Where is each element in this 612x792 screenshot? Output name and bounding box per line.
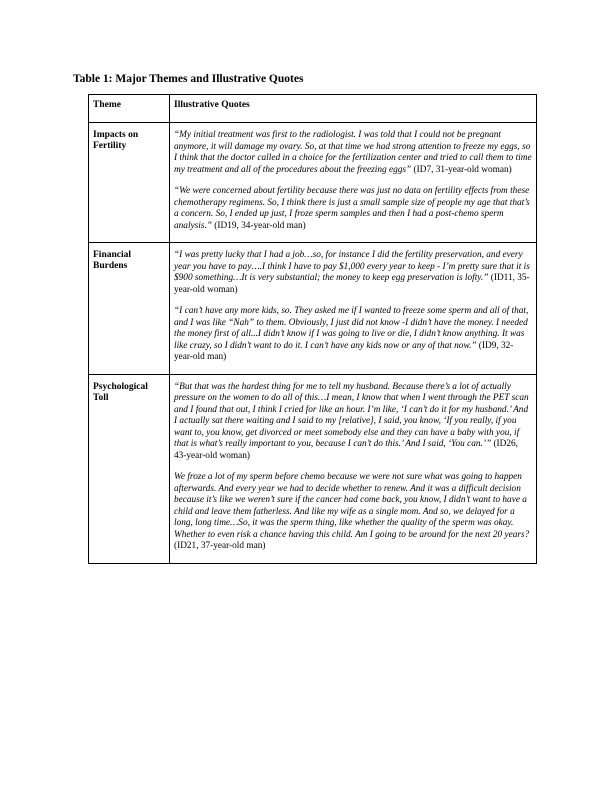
quote-attribution: (ID26, 43-year-old woman)	[174, 439, 518, 461]
quote	[174, 306, 532, 364]
table-title: Table 1: Major Themes and Illustrative Quotes	[73, 73, 304, 85]
quote-attribution: (ID19, 34-year-old man)	[211, 220, 306, 231]
quotes-cell	[170, 123, 537, 243]
quote	[174, 186, 532, 232]
table-row	[89, 123, 537, 243]
quote-text: We froze a lot of my sperm before chemo because we were not sure what was going to happen afterwards. And every year we had to decide whether to renew. And it was a difficult decision because it’s like we weren’t sure if the cancer had come back, you know, I didn’t want to have a child and leave them fatherless. And like my wife as a single mom. And so, we delayed for a long, long time…So, it was the sperm thing, like whether the quality of the sperm was okay. Whether to even risk a chance having this child. Am I going to be around for the next 20 years?	[174, 472, 530, 540]
themes-table	[88, 94, 537, 564]
column-header-theme: Theme	[89, 95, 170, 123]
quotes-cell	[170, 243, 537, 375]
quote	[174, 250, 532, 296]
quote-text: “I was pretty lucky that I had a job…so, for instance I did the fertility preservation, and every year you have to pay….I think I have to pay $1,000 every year to keep - I’m pretty sure that it is $900 something…It is very substantial; the money to keep egg preservation is lofty.”	[174, 250, 530, 283]
quote	[174, 130, 532, 176]
quote-attribution: (ID7, 31-year-old woman)	[411, 164, 512, 175]
theme-cell: Financial Burdens	[89, 243, 170, 375]
quote-text: “We were concerned about fertility because there was just no data on fertility effects from these chemotherapy regimens. So, I think there is just a small sample size of people my age that that’s a concern. So, I ended up just, I froze sperm samples and then I had a post-chemo sperm analysis.”	[174, 186, 530, 231]
theme-cell: Impacts on Fertility	[89, 123, 170, 243]
table-row	[89, 243, 537, 375]
quote	[174, 382, 532, 463]
quote-attribution: (ID11, 35-year-old woman)	[174, 273, 530, 295]
quote-attribution: (ID21, 37-year-old man)	[174, 541, 266, 551]
table-row	[89, 374, 537, 563]
quote	[174, 472, 532, 553]
quotes-cell	[170, 374, 537, 563]
theme-cell: Psychological Toll	[89, 374, 170, 563]
quote-attribution: (ID9, 32-year-old man)	[174, 340, 514, 362]
quote-text: “I can’t have any more kids, so. They asked me if I wanted to freeze some sperm and all of that, and I was like “Nah” to them. Obviously, I just did not know -I didn’t have the money. I needed the money first of all...I didn’t know if I was going to live or die, I didn’t know anything. It was like crazy, so I didn’t want to do it. I can’t have any kids now or any of that now.”	[174, 306, 529, 351]
table-header-row	[89, 95, 537, 123]
quote-text: “But that was the hardest thing for me to tell my husband. Because there’s a lot of actually pressure on the women to do all of this…I mean, I know that when I went through the PET scan and I found that out, I think I cried for like an hour. I’m like, ‘I can’t do it for my husband.’ And I actually sat there waiting and I said to my [relative], I said, you know, ‘If you really, if you want to, you know, get divorced or meet somebody else and they can have a baby with you, if that is what’s really important to you, because I can’t do this.’ And I said, ‘You can.’”	[174, 381, 529, 449]
column-header-quotes: Illustrative Quotes	[170, 95, 537, 123]
quote-text: “My initial treatment was first to the radiologist. I was told that I could not be pregnant anymore, it will damage my ovary. So, at that time we had strong attention to freeze my eggs, so I think that the doctor called in a choice for the fertilization center and tried to call them to time my treatment and all of the procedures about the freezing eggs”	[174, 130, 532, 175]
